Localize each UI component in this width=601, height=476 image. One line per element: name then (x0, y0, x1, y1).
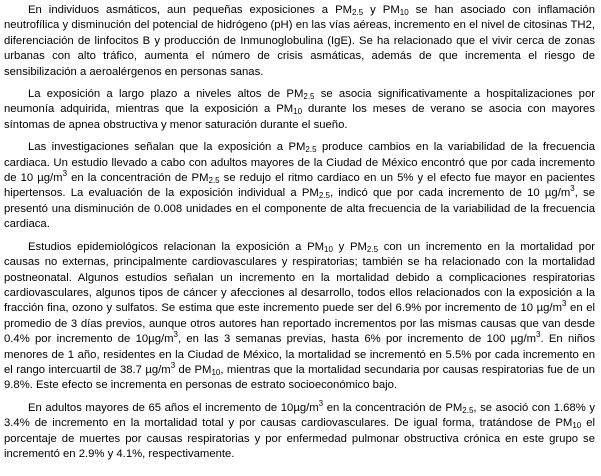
text-run: , en las 3 semanas previas, hasta 6% por incremento de 100 µg/m (177, 333, 537, 346)
subscript: 2.5 (305, 145, 317, 155)
subscript: 2.5 (303, 92, 315, 102)
text-run: . En niños menores de 1 año, residentes en la Ciudad de México, la mortalidad se incrementó en 5.5% por cada incremento en el rango intercuartil de 38.7 µg/m (4, 333, 595, 376)
text-run: se asocia significativamente a hospitalizaciones por neumonía adquirida, mientras que la exposición a PM (4, 88, 595, 116)
subscript: 10 (324, 244, 333, 254)
subscript: 2.5 (352, 8, 364, 17)
text-run: En individuos asmáticos, aun pequeñas exposiciones a PM (28, 4, 353, 16)
subscript: 2.5 (366, 244, 379, 254)
subscript: 10 (399, 8, 409, 17)
paragraph-pneumonia (4, 87, 595, 133)
text-run: en la concentración de PM (67, 172, 209, 185)
text-run: produce cambios en la variabilidad de la frecuencia cardiaca. Un estudio llevado a cabo con adultos mayores de la Ciudad de México encontró que por cada incremento de 10 µg/m (4, 141, 596, 185)
superscript: 3 (318, 398, 324, 408)
text-run: , indicó que por cada incremento de 10 µg/m (329, 187, 571, 200)
text-run: y PM (332, 240, 367, 253)
text-run: Estudios epidemiológicos relacionan la exposición a PM (28, 240, 325, 253)
text-run: durante los meses de verano se asocia con mayores síntomas de apnea obstructiva y menor saturación durante el sueño. (4, 103, 595, 131)
paragraph-mortality (4, 240, 595, 394)
text-run: el porcentaje de muertes por causas respiratorias y por enfermedad pulmonar obstructiva crónica en este grupo se incrementó en 2.9% y 4.1%, respectivamente. (4, 417, 595, 460)
text-run: se redujo el ritmo cardiaco en un 5% y el efecto fue mayor en pacientes hipertensos. La evaluación de la exposición individual a PM (4, 172, 596, 200)
superscript: 3 (62, 169, 68, 179)
text-run: en la concentración de PM (323, 401, 463, 414)
text-run: de PM (175, 363, 212, 376)
subscript: 2.5 (462, 405, 474, 415)
text-run: , se presentó una disminución de 0.008 unidades en el componente de alta frecuencia de la variabilidad de la frecuencia cardiaca. (4, 187, 595, 231)
paragraph-older-adults (4, 398, 595, 463)
superscript: 3 (170, 360, 176, 370)
text-run: con un incremento en la mortalidad por causas no externas, principalmente cardiovasculares y respiratorias; también se ha relacionado con la mortalidad postneonatal. Algunos estudios señalan un incremento en la mortalidad debido a complicaciones respiratorias cardiovasculares, algunos tipos de cáncer y afecciones al desarrollo, todos ellos relacionados con la exposición a la fracción fina, ozono y sulfatos. Se estima que este incremento puede ser del 6.9% por incremento de 10 µg/m (4, 240, 595, 315)
superscript: 3 (561, 299, 567, 309)
subscript: 10 (293, 107, 303, 117)
superscript: 3 (173, 330, 178, 340)
text-run: , mientras que la mortalidad secundaria por causas respiratorias fue de un 9.8%. Este efecto se incrementa en personas de estrato socioeconómico bajo. (4, 363, 595, 392)
text-run: se han asociado con inflamación neutrofílica y disminución del potencial de hidrógeno (pH) en las vías aéreas, incremento en el nivel de citosinas TH2, diferenciación de linfocitos B y producción de Inmunoglobulina (IgE). Se ha relacionado que el vivir cerca de zonas urbanas con alto tráfico, aumenta el número de crisis asmáticas, además de que incrementa el riesgo de sensibilización a aeroalérgenos en personas sanas. (4, 4, 595, 78)
subscript: 10 (211, 367, 221, 377)
text-run: En adultos mayores de 65 años el incremento de 10µg/m (28, 401, 319, 414)
text-run: , se asoció con 1.68% y 3.4% de incremento en la mortalidad total y por causas cardiovasculares. De igual forma, tratándose de PM (4, 401, 595, 430)
text-run: La exposición a largo plazo a niveles altos de PM (28, 88, 304, 101)
subscript: 2.5 (318, 191, 330, 201)
paragraph-asthma (4, 3, 595, 80)
subscript: 10 (572, 421, 582, 431)
paragraph-heart-rate-variability (4, 140, 595, 232)
text-run: Las investigaciones señalan que la exposición a PM (28, 141, 306, 154)
superscript: 3 (536, 330, 541, 340)
superscript: 3 (570, 184, 575, 194)
text-run: y PM (363, 4, 400, 16)
text-run: en el promedio de 3 días previos, aunque otros autores han reportado incrementos por las mismas causas que van desde 0.4% por incremento de 10µg/m (4, 302, 595, 346)
subscript: 2.5 (208, 176, 220, 186)
